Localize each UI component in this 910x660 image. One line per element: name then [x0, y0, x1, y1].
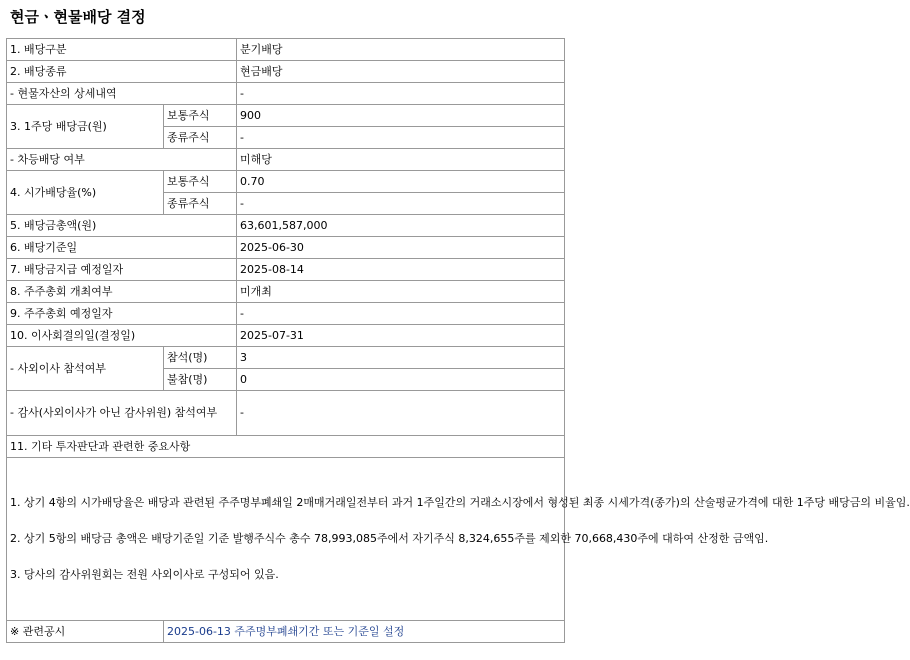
row-value: 미해당 [237, 149, 565, 171]
sub-label: 보통주식 [164, 171, 237, 193]
table-row [7, 61, 565, 83]
table-row [7, 325, 565, 347]
table-row [7, 436, 565, 458]
row-value: - [237, 127, 565, 149]
row-label: 7. 배당금지급 예정일자 [7, 259, 237, 281]
row-value: 2025-08-14 [237, 259, 565, 281]
notes-row [7, 458, 565, 621]
row-value: - [237, 193, 565, 215]
note-item: 3. 당사의 감사위원회는 전원 사외이사로 구성되어 있음. [10, 568, 279, 581]
table-row [7, 105, 565, 127]
table-row [7, 391, 565, 436]
row-value: - [237, 83, 565, 105]
sub-label: 종류주식 [164, 193, 237, 215]
table-row [7, 215, 565, 237]
sub-label: 보통주식 [164, 105, 237, 127]
notes-cell [7, 458, 910, 621]
sub-label: 참석(명) [164, 347, 237, 369]
row-value: 900 [237, 105, 565, 127]
row-value: - [237, 303, 565, 325]
table-row [7, 281, 565, 303]
row-label: - 감사(사외이사가 아닌 감사위원) 참석여부 [7, 391, 237, 436]
sub-label: 종류주식 [164, 127, 237, 149]
row-label: 1. 배당구분 [7, 39, 237, 61]
row-value: 63,601,587,000 [237, 215, 565, 237]
row-value: 3 [237, 347, 565, 369]
note-item: 1. 상기 4항의 시가배당율은 배당과 관련된 주주명부폐쇄일 2매매거래일전부터 과거 1주일간의 거래소시장에서 형성된 최종 시세가격(종가)의 산술평균가격에 대한 1주당 배당금의 비율임. [10, 496, 910, 509]
row-value: 분기배당 [237, 39, 565, 61]
note-item: 2. 상기 5항의 배당금 총액은 배당기준일 기준 발행주식수 총수 78,993,085주에서 자기주식 8,324,655주를 제외한 70,668,430주에 대하여 산정한 금액임. [10, 532, 769, 545]
row-value: 0.70 [237, 171, 565, 193]
row-label: - 차등배당 여부 [7, 149, 237, 171]
table-row [7, 347, 565, 369]
sub-label: 불참(명) [164, 369, 237, 391]
section-heading: 11. 기타 투자판단과 관련한 중요사항 [7, 436, 565, 458]
table-row [7, 39, 565, 61]
row-label: - 사외이사 참석여부 [7, 347, 164, 391]
row-label: 6. 배당기준일 [7, 237, 237, 259]
row-value: - [237, 391, 565, 436]
row-label: 10. 이사회결의일(결정일) [7, 325, 237, 347]
row-label: 4. 시가배당율(%) [7, 171, 164, 215]
table-row [7, 149, 565, 171]
table-row [7, 237, 565, 259]
row-label: - 현물자산의 상세내역 [7, 83, 237, 105]
table-row [7, 621, 565, 643]
row-label: 8. 주주총회 개최여부 [7, 281, 237, 303]
table-row [7, 303, 565, 325]
row-value: 2025-07-31 [237, 325, 565, 347]
dividend-table [6, 38, 910, 643]
row-value: 미개최 [237, 281, 565, 303]
row-label: 2. 배당종류 [7, 61, 237, 83]
row-label: 5. 배당금총액(원) [7, 215, 237, 237]
row-value: 현금배당 [237, 61, 565, 83]
table-row [7, 259, 565, 281]
row-label: 3. 1주당 배당금(원) [7, 105, 164, 149]
row-label: 9. 주주총회 예정일자 [7, 303, 237, 325]
row-value: 2025-06-30 [237, 237, 565, 259]
table-row [7, 83, 565, 105]
table-row [7, 171, 565, 193]
related-label: ※ 관련공시 [7, 621, 164, 643]
row-value: 0 [237, 369, 565, 391]
related-disclosure-link[interactable]: 2025-06-13 주주명부폐쇄기간 또는 기준일 설정 [164, 621, 565, 643]
page-title: 현금ㆍ현물배당 결정 [10, 8, 146, 26]
